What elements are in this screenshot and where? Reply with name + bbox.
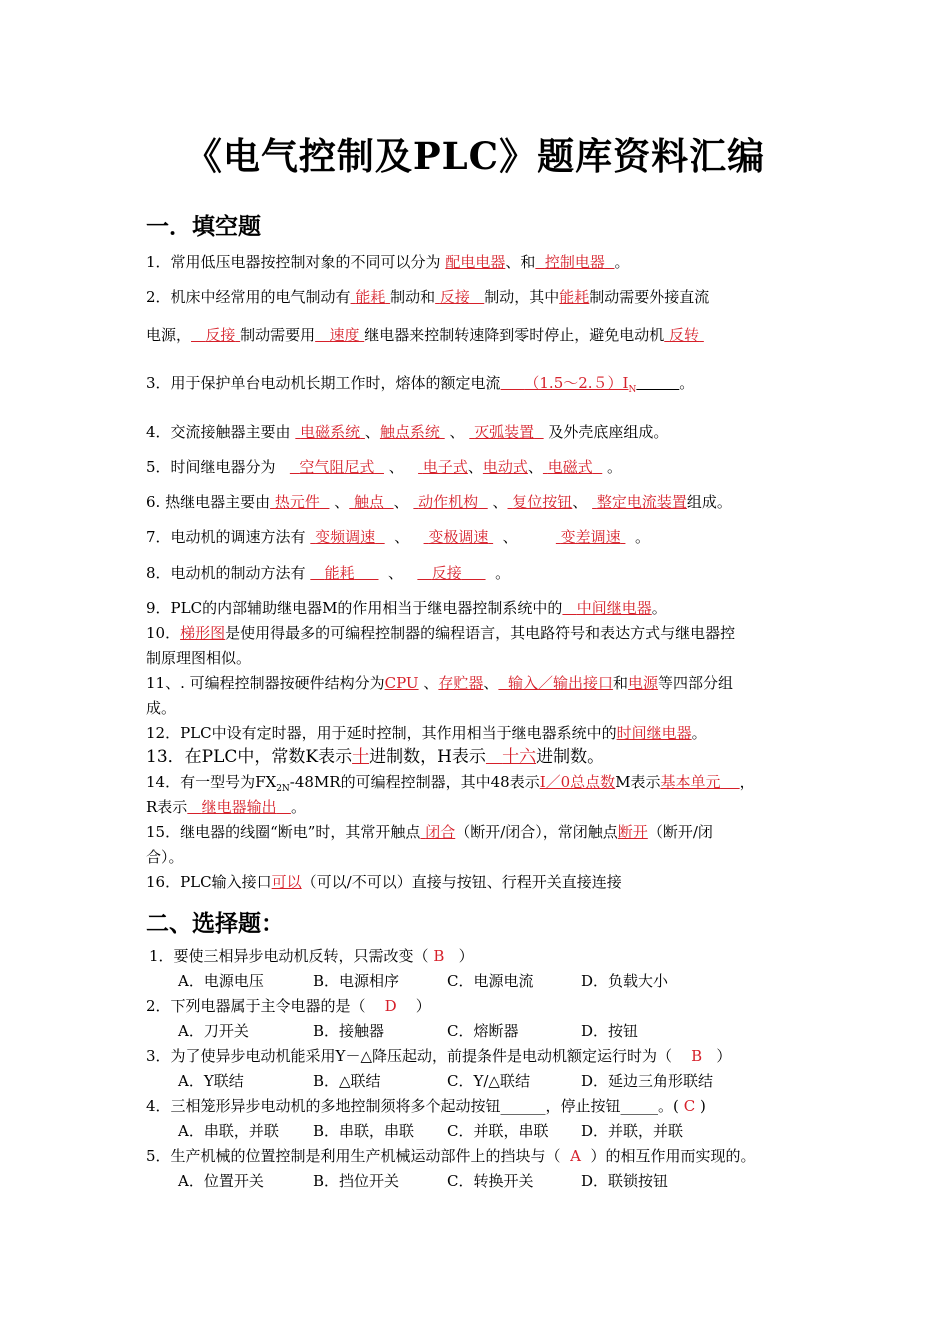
question-text: ): [699, 1097, 706, 1115]
choice-question-1: [149, 946, 474, 966]
answer: 变频调速: [315, 528, 376, 546]
answer: 存贮器: [438, 674, 484, 692]
answer: 十六: [502, 747, 537, 767]
answer: 速度: [329, 326, 360, 344]
question-text: 4．三相笼形异步电动机的多地控制须将多个起动按钮______，停止按钮_____。(: [146, 1097, 679, 1115]
choice-option: D．并联，并联: [581, 1122, 684, 1140]
answer: 控制电器: [544, 253, 605, 271]
fill-question-11: [146, 673, 733, 693]
question-text: 7．电动机的调速方法有: [146, 528, 306, 546]
choice-option: B．电源相序: [313, 972, 400, 990]
answer: 基本单元: [660, 773, 721, 791]
question-text: 进制数，H表示: [369, 747, 486, 767]
question-text: 电源，: [146, 326, 192, 344]
choice-option: D．联锁按钮: [581, 1172, 669, 1190]
answer: D: [384, 997, 397, 1015]
fill-question-3: [146, 373, 694, 400]
question-text: R表示: [146, 798, 188, 816]
question-text: 11、. 可编程控制器按硬件结构分为: [146, 674, 385, 692]
answer: C: [683, 1097, 696, 1115]
answer: 热元件: [274, 493, 320, 511]
answer: I／0总点数: [539, 773, 616, 791]
answer: （1.5～2.５）I: [524, 374, 629, 392]
question-text: 8．电动机的制动方法有: [146, 564, 306, 582]
question-text: 。: [691, 724, 707, 742]
question-text: 10．: [146, 624, 181, 642]
model-subscript: 2N: [276, 784, 290, 794]
question-text: 是使用得最多的可编程控制器的编程语言，其电路符号和表达方式与继电器控: [225, 624, 736, 642]
answer: 空气阻尼式: [299, 458, 375, 476]
question-text: 。: [651, 599, 667, 617]
answer: 断开: [617, 823, 648, 841]
choice-option: B．△联结: [313, 1072, 381, 1090]
question-text: ）的相互作用而实现的。: [590, 1147, 756, 1165]
question-text: 、: [394, 528, 410, 546]
question-text: （可以/不可以）直接与按钮、行程开关直接连接: [301, 873, 622, 891]
answer: 反接: [205, 326, 236, 344]
answer: A: [570, 1147, 581, 1165]
answer: CPU: [384, 674, 419, 692]
question-text: 、: [334, 493, 350, 511]
question-text: 、: [572, 493, 588, 511]
question-text: 等四部分组: [658, 674, 734, 692]
question-text: -48MR的可编程控制器，其中48表示: [289, 773, 540, 791]
fill-question-7: [146, 527, 650, 547]
question-text: 1．要使三相异步电动机反转，只需改变（: [149, 947, 429, 965]
question-text: 及外壳底座组成。: [548, 423, 669, 441]
answer: 十: [352, 747, 370, 767]
choice-option: D．负载大小: [581, 972, 669, 990]
choice-question-3: [146, 1046, 731, 1066]
choice-option: A．串联，并联: [178, 1122, 279, 1140]
question-text: 、: [388, 564, 404, 582]
question-text: 、: [483, 674, 499, 692]
question-text: 制动需要外接直流: [589, 288, 710, 306]
fill-question-13: [146, 747, 604, 767]
fill-question-15-continued: 合）。: [146, 848, 184, 866]
question-text: ）: [458, 947, 474, 965]
fill-question-11-continued: 成。: [146, 699, 177, 717]
question-text: 、: [492, 493, 508, 511]
fill-question-12: [146, 723, 707, 743]
fill-question-6: [146, 492, 732, 512]
answer: 电磁式: [547, 458, 593, 476]
choice-option: B．接触器: [313, 1022, 385, 1040]
choice-option: D．延边三角形联结: [581, 1072, 714, 1090]
answer: 反接: [431, 564, 462, 582]
answer-subscript: N: [628, 385, 637, 395]
question-text: （断开/闭合），常闭触点: [455, 823, 618, 841]
question-text: 14．有一型号为FX: [146, 773, 277, 791]
question-text: 2．下列电器属于主令电器的是（: [146, 997, 366, 1015]
fill-question-10: [146, 623, 735, 643]
question-text: 继电器来控制转速降到零时停止，避免电动机: [364, 326, 665, 344]
question-text: ）: [415, 997, 431, 1015]
answer: 输入／输出接口: [507, 674, 613, 692]
question-text: 。: [290, 798, 306, 816]
answer: 电源: [627, 674, 658, 692]
section-heading-choice: 二、选择题：: [146, 910, 284, 937]
answer: 触点系统: [379, 423, 440, 441]
answer: 变差调速: [560, 528, 621, 546]
question-text: M表示: [615, 773, 661, 791]
choice-option: C．Y/△联结: [447, 1072, 530, 1090]
question-text: 、: [364, 423, 380, 441]
question-text: 制动，其中: [484, 288, 560, 306]
answer: 能耗: [355, 288, 386, 306]
question-text: 。: [679, 374, 695, 392]
choice-option: B．串联，串联: [313, 1122, 415, 1140]
answer: 灭弧装置: [474, 423, 535, 441]
choice-option: C．转换开关: [447, 1172, 534, 1190]
question-text: ，: [739, 773, 755, 791]
fill-question-2-continued: [146, 325, 704, 345]
answer: 梯形图: [180, 624, 226, 642]
question-text: 9．PLC的内部辅助继电器M的作用相当于继电器控制系统中的: [146, 599, 563, 617]
choice-question-2: [146, 996, 431, 1016]
answer: 复位按钮: [512, 493, 573, 511]
answer: 反接: [439, 288, 470, 306]
question-text: 、: [423, 674, 439, 692]
answer: 触点: [354, 493, 385, 511]
question-text: 3．用于保护单台电动机长期工作时，熔体的额定电流: [146, 374, 501, 392]
answer: 配电电器: [445, 253, 506, 271]
answer: B: [433, 947, 445, 965]
answer: 反转: [669, 326, 700, 344]
question-text: 3．为了使异步电动机能采用Y－△降压起动，前提条件是电动机额定运行时为（: [146, 1047, 672, 1065]
fill-question-2: [146, 287, 709, 307]
fill-question-14-continued: [146, 797, 306, 817]
answer: 电子式: [422, 458, 468, 476]
question-text: 、: [467, 458, 483, 476]
choice-option: C．熔断器: [447, 1022, 519, 1040]
fill-question-10-continued: 制原理图相似。: [146, 649, 252, 667]
question-text: 制动和: [390, 288, 436, 306]
fill-question-5: [146, 457, 622, 477]
question-text: 6. 热继电器主要由: [146, 493, 271, 511]
fill-question-14: [146, 772, 755, 799]
question-text: 组成。: [686, 493, 732, 511]
question-text: 制动需要用: [240, 326, 316, 344]
question-text: 、: [449, 423, 465, 441]
answer: 可以: [271, 873, 302, 891]
answer: 整定电流装置: [596, 493, 687, 511]
question-text: 、: [527, 458, 543, 476]
choice-option: D．按钮: [581, 1022, 639, 1040]
answer: 电磁系统: [300, 423, 361, 441]
choice-option: C．电源电流: [447, 972, 534, 990]
question-text: 、: [388, 458, 404, 476]
choice-question-4: [146, 1096, 706, 1116]
choice-option: A．Y联结: [178, 1072, 244, 1090]
question-text: 1．常用低压电器按控制对象的不同可以分为: [146, 253, 441, 271]
fill-question-16: [146, 872, 622, 892]
question-text: 12．PLC中设有定时器，用于延时控制，其作用相当于继电器系统中的: [146, 724, 617, 742]
choice-option: C．并联，串联: [447, 1122, 549, 1140]
question-text: 13．在PLC中，常数K表示: [146, 747, 353, 767]
question-text: 。: [614, 253, 630, 271]
question-text: 、: [393, 493, 409, 511]
choice-option: A．位置开关: [178, 1172, 264, 1190]
answer: 能耗: [559, 288, 590, 306]
question-text: ）: [716, 1047, 732, 1065]
question-text: 15．继电器的线圈“断电”时，其常开触点: [146, 823, 421, 841]
question-text: 、: [502, 528, 518, 546]
document-title: 《电气控制及PLC》题库资料汇编: [184, 134, 766, 178]
answer: 能耗: [324, 564, 355, 582]
fill-question-1: [146, 252, 629, 272]
choice-option: B．挡位开关: [313, 1172, 400, 1190]
choice-option: A．刀开关: [178, 1022, 249, 1040]
answer: B: [691, 1047, 703, 1065]
answer: 变极调速: [428, 528, 489, 546]
question-text: 5．生产机械的位置控制是利用生产机械运动部件上的挡块与（: [146, 1147, 561, 1165]
answer: 电动式: [482, 458, 528, 476]
answer: 闭合: [425, 823, 456, 841]
fill-question-9: [146, 598, 667, 618]
answer: 时间继电器: [616, 724, 692, 742]
section-heading-fill-in: 一．填空题: [146, 213, 261, 240]
question-text: 。: [607, 458, 623, 476]
question-text: 。: [495, 564, 511, 582]
choice-question-5: [146, 1146, 756, 1166]
question-text: 5．时间继电器分为: [146, 458, 276, 476]
question-text: 进制数。: [536, 747, 605, 767]
question-text: 16．PLC输入接口: [146, 873, 272, 891]
fill-question-8: [146, 563, 510, 583]
answer: 动作机构: [418, 493, 479, 511]
answer: 继电器输出: [201, 798, 277, 816]
answer: 中间继电器: [576, 599, 652, 617]
question-text: 、和: [505, 253, 536, 271]
question-text: （断开/闭: [647, 823, 713, 841]
question-text: 和: [612, 674, 628, 692]
question-text: 2．机床中经常用的电气制动有: [146, 288, 351, 306]
fill-question-4: [146, 422, 668, 442]
fill-question-15: [146, 822, 713, 842]
question-text: 4．交流接触器主要由: [146, 423, 291, 441]
question-text: 。: [634, 528, 650, 546]
choice-option: A．电源电压: [178, 972, 264, 990]
